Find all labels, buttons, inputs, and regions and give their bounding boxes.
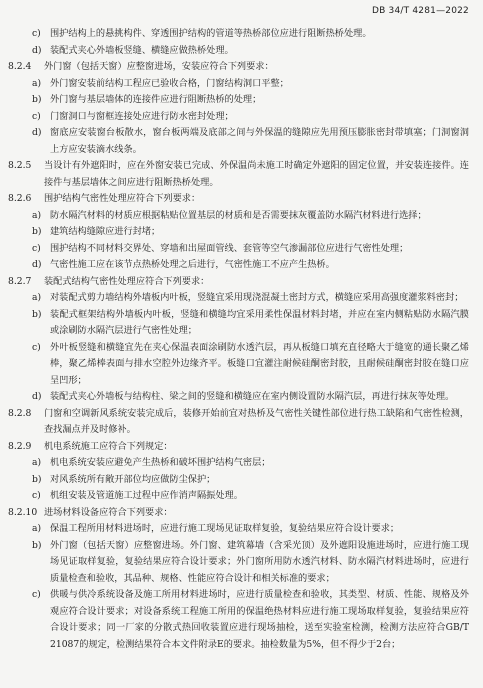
- clause-number: 8.2.6: [8, 193, 32, 204]
- item-label: a): [32, 292, 42, 303]
- item-label: a): [32, 77, 42, 89]
- clause-text: 机电系统施工应符合下列规定：: [44, 440, 173, 452]
- clause-paragraph: [8, 406, 469, 439]
- clause-text: 门窗和空调新风系统安装完成后，装修开始前宜对热桥及气密性关键性部位进行热工缺陷和气密性检测，查找漏点并及时修补。: [44, 407, 469, 435]
- list-item: [8, 340, 469, 390]
- list-item: [8, 43, 469, 60]
- clause-number: 8.2.4: [8, 61, 32, 72]
- item-label: b): [32, 308, 42, 320]
- item-text: 门窗洞口与窗框连接处应进行防水密封处理；: [50, 110, 234, 122]
- item-label: c): [32, 242, 41, 254]
- item-text: 外门窗（包括天窗）应整窗进场。外门窗、建筑幕墙（含采光顶）及外遮阳设施进场时，应进行施工现场见证取样复验，复验结果应符合设计要求；外门窗所用防水透汽材料、防水隔汽材料进场时，应进行质量检查和验收，其品种、规格、性能应符合设计和相关标准的要求；: [50, 539, 469, 584]
- list-item: [8, 76, 469, 93]
- clause-paragraph: [8, 274, 469, 291]
- list-item: [8, 538, 469, 588]
- list-item: [8, 455, 469, 472]
- item-label: a): [32, 209, 42, 221]
- item-text: 气密性施工应在该节点热桥处理之后进行，气密性施工不应产生热桥。: [50, 259, 335, 270]
- list-item: [8, 389, 469, 406]
- clause-paragraph: [8, 505, 469, 522]
- item-text: 防水隔汽材料的材质应根据粘贴位置基层的材质和是否需要抹灰覆盖防水隔汽材料进行选择；: [50, 209, 427, 221]
- list-item: [8, 488, 469, 505]
- item-text: 供暖与供冷系统设备及施工所用材料进场时，应进行质量检查和验收，其类型、材质、性能、规格及外观应符合设计要求；对设备系统工程施工所用的保温绝热材料应进行施工现场取样复验，复验结果应符合设计要求；同一厂家的分散式热回收装置应进行现场抽检，送至实验室检测，检测方法应符合GB/T 21087的规定，检测结果符合本文件附录E的要求。抽检数量为5%，但不得少于2台；: [50, 589, 469, 650]
- clause-number: 8.2.5: [8, 160, 32, 171]
- clause-text: 进场材料设备应符合下列要求：: [44, 506, 173, 518]
- item-text: 保温工程所用材料进场时，应进行施工现场见证取样复验，复验结果应符合设计要求；: [50, 523, 400, 534]
- clause-paragraph: [8, 59, 469, 76]
- item-text: 建筑结构缝隙应进行封堵；: [50, 226, 161, 237]
- list-item: [8, 307, 469, 340]
- list-item: [8, 521, 469, 538]
- list-item: [8, 290, 469, 307]
- list-item: [8, 26, 469, 43]
- item-label: a): [32, 457, 42, 468]
- item-label: c): [32, 341, 41, 353]
- item-label: d): [32, 259, 42, 270]
- clause-paragraph: [8, 191, 469, 208]
- item-label: b): [32, 226, 42, 237]
- list-item: [8, 109, 469, 126]
- item-label: c): [32, 28, 41, 39]
- list-item: [8, 125, 469, 158]
- clause-number: 8.2.7: [8, 275, 32, 287]
- item-text: 机组安装及管道施工过程中应作消声隔振处理。: [50, 490, 243, 501]
- item-text: 外叶板竖缝和横缝宜先在夹心保温表面涂刷防水透汽层，再从板缝口填充直径略大于缝宽的通长聚乙烯棒，聚乙烯棒表面与排水空腔外边缘齐平。板缝口宜灌注耐候硅酮密封胶，且耐候硅酮密封胶在缝口应呈凹形；: [50, 341, 469, 386]
- clause-text: 装配式结构气密性处理应符合下列要求：: [44, 275, 210, 287]
- list-item: [8, 472, 469, 489]
- item-text: 窗底应安装窗台板散水，窗台板两端及底部之间与外保温的缝隙应先用预压膨胀密封带填塞；门洞窗洞上方应安装滴水线条。: [50, 127, 469, 155]
- item-text: 围护结构不同材料交界处、穿墙和出屋面管线、套管等空气渗漏部位应进行气密性处理；: [50, 242, 409, 254]
- clause-paragraph: [8, 158, 469, 191]
- item-text: 围护结构上的悬挑构件、穿透围护结构的管道等热桥部位应进行阻断热桥处理。: [50, 28, 372, 39]
- item-label: a): [32, 523, 42, 534]
- document-body: [8, 6, 469, 653]
- clause-text: 围护结构气密性处理应符合下列要求：: [44, 193, 201, 204]
- clause-number: 8.2.8: [8, 407, 32, 419]
- list-item: [8, 257, 469, 274]
- clause-number: 8.2.10: [8, 506, 38, 518]
- list-item: [8, 241, 469, 258]
- standard-number-header: DB 34/T 4281—2022: [371, 6, 469, 16]
- item-label: d): [32, 127, 42, 138]
- clause-text: 外门窗（包括天窗）应整窗进场，安装应符合下列要求：: [44, 61, 274, 72]
- item-label: c): [32, 110, 41, 122]
- item-label: b): [32, 473, 42, 485]
- item-text: 机电系统安装应避免产生热桥和破坏围护结构气密层；: [50, 457, 271, 468]
- item-text: 对装配式剪力墙结构外墙板内叶板，竖缝宜采用现浇混凝土密封方式，横缝应采用高强度灌浆料密封；: [50, 292, 464, 303]
- item-label: b): [32, 539, 42, 551]
- list-item: [8, 224, 469, 241]
- list-item: [8, 208, 469, 225]
- list-item: [8, 587, 469, 653]
- item-label: b): [32, 94, 42, 105]
- item-label: c): [32, 490, 41, 501]
- item-text: 装配式框架结构外墙板内叶板，竖缝和横缝均宜采用柔性保温材料封堵，并应在室内侧粘贴防水隔汽膜或涂刷防水隔汽层进行气密性处理；: [50, 308, 469, 336]
- clause-number: 8.2.9: [8, 440, 32, 452]
- item-text: 外门窗安装前结构工程应已验收合格，门窗结构洞口平整；: [50, 77, 289, 89]
- clause-text: 当设计有外遮阳时，应在外窗安装已完成、外保温尚未施工时确定外遮阳的固定位置，并安装连接件。连接件与基层墙体之间应进行阻断热桥处理。: [44, 160, 469, 188]
- item-text: 装配式夹心外墙板竖缝、横缝应做热桥处理。: [50, 44, 234, 56]
- item-label: d): [32, 44, 42, 56]
- item-label: d): [32, 391, 42, 402]
- clause-paragraph: [8, 439, 469, 456]
- item-text: 对风系统所有敞开部位均应做防尘保护；: [50, 473, 216, 485]
- item-text: 外门窗与基层墙体的连接件应进行阻断热桥的处理；: [50, 94, 262, 105]
- item-text: 装配式夹心外墙板与结构柱、梁之间的竖缝和横缝应在室内侧设置防水隔汽层，再进行抹灰等处理。: [50, 391, 455, 402]
- list-item: [8, 92, 469, 109]
- item-label: c): [32, 589, 41, 600]
